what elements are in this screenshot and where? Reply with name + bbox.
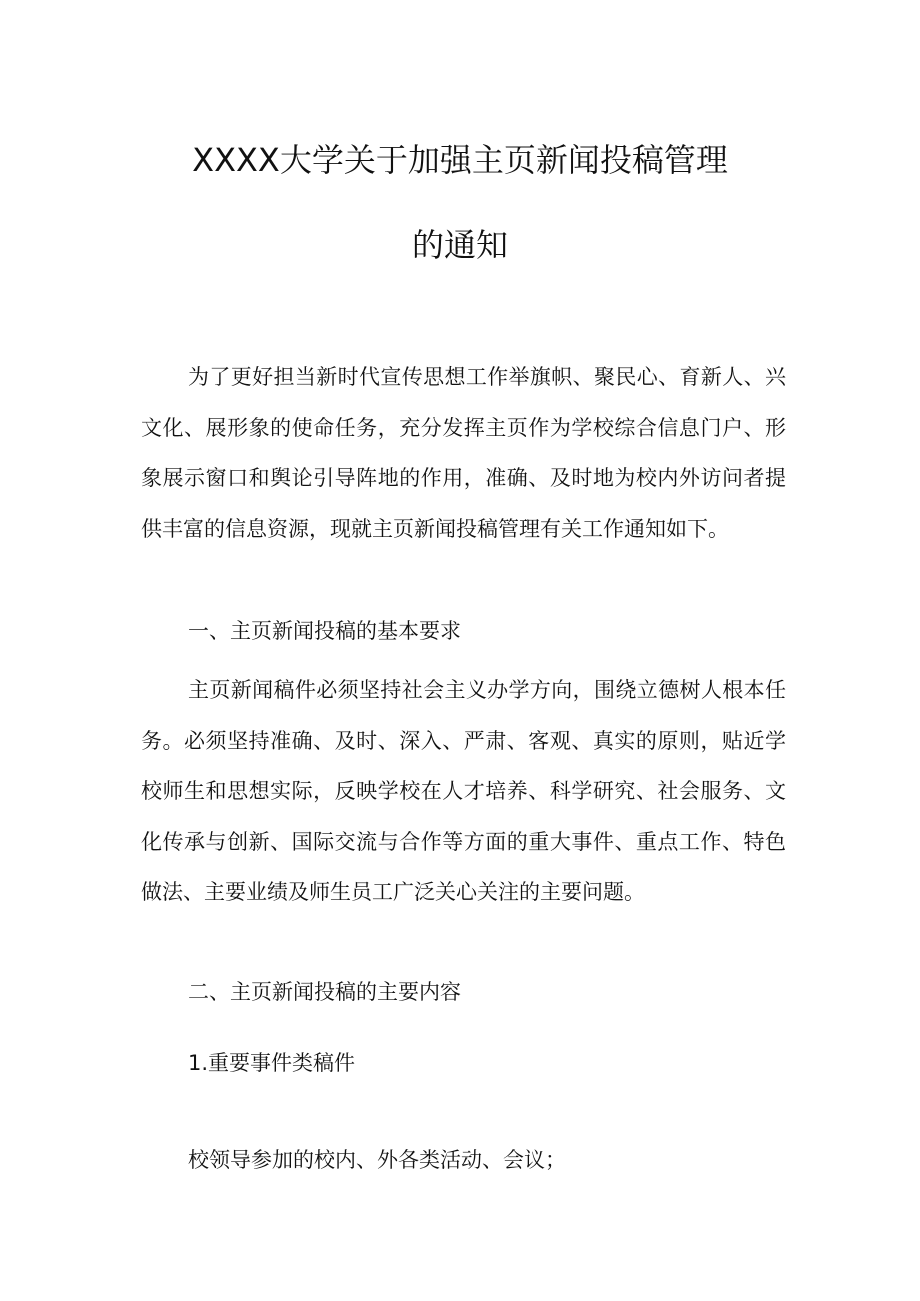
- section-1-heading: 一、主页新闻投稿的基本要求: [188, 619, 461, 643]
- intro-paragraph: 为了更好担当新时代宣传思想工作举旗帜、聚民心、育新人、兴文化、展形象的使命任务，充分发挥主页作为学校综合信息门户、形象展示窗口和舆论引导阵地的作用，准确、及时地为校内外访问者提供丰富的信息资源，现就主页新闻投稿管理有关工作通知如下。: [141, 365, 786, 541]
- subsection-1-heading: 1.重要事件类稿件: [188, 1051, 356, 1075]
- section-1-paragraph: 主页新闻稿件必须坚持社会主义办学方向，围绕立德树人根本任务。必须坚持准确、及时、深入、严肃、客观、真实的原则，贴近学校师生和思想实际，反映学校在人才培养、科学研究、社会服务、文化传承与创新、国际交流与合作等方面的重大事件、重点工作、特色做法、主要业绩及师生员工广泛关心关注的主要问题。: [141, 678, 786, 904]
- subsection-1-item: 校领导参加的校内、外各类活动、会议；: [188, 1148, 566, 1172]
- document-title-line-1: XXXX大学关于加强主页新闻投稿管理: [192, 141, 728, 179]
- document-title-line-2: 的通知: [411, 226, 508, 264]
- section-2-heading: 二、主页新闻投稿的主要内容: [188, 980, 461, 1004]
